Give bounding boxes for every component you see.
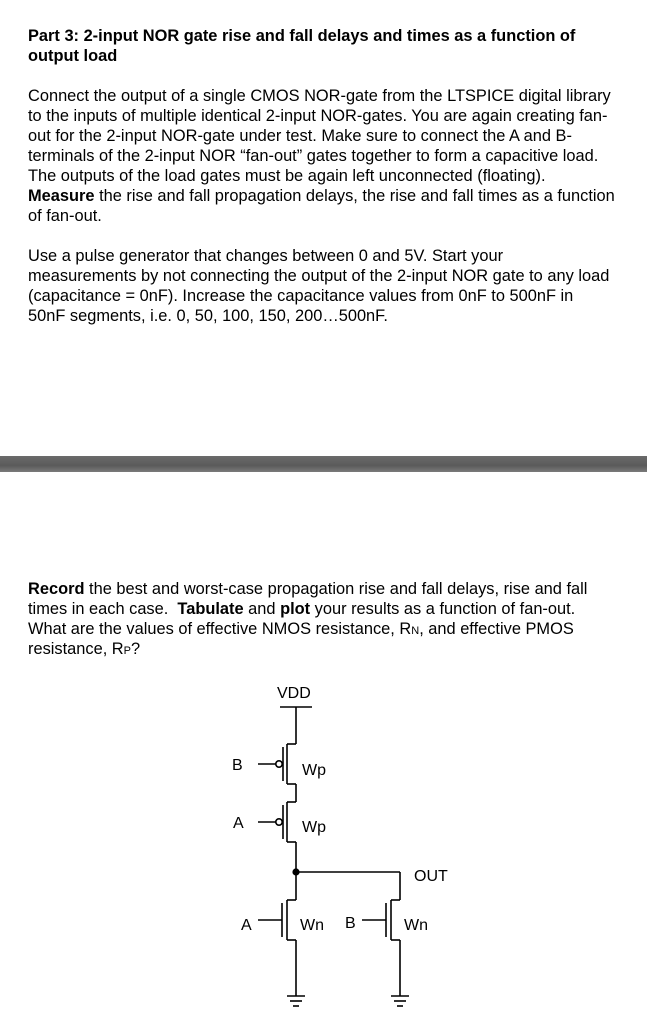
nmos-right-transistor xyxy=(362,900,400,940)
record-line-3-rest: , and effective PMOS xyxy=(419,620,574,638)
output-junction-dot xyxy=(292,868,299,875)
nmos-right-size-label: Wn xyxy=(404,917,428,934)
para1-line-4: terminals of the 2-input NOR “fan-out” gates together to form a capacitive load. xyxy=(28,147,599,165)
rn-subscript: N xyxy=(411,625,420,637)
record-line-4-rest: ? xyxy=(131,640,141,658)
record-line-4-pre: resistance, R xyxy=(28,640,124,658)
record-keyword: Record xyxy=(28,580,85,598)
pmos-top-gate-label: B xyxy=(232,757,243,774)
pmos-top-size-label: Wp xyxy=(302,762,326,779)
nmos-left-transistor xyxy=(258,900,296,940)
pmos-top-transistor xyxy=(258,744,296,784)
para2-line-1: Use a pulse generator that changes between 0 and 5V. Start your xyxy=(28,247,504,265)
para2-line-4: 50nF segments, i.e. 0, 50, 100, 150, 200…500nF. xyxy=(28,307,388,325)
record-line-2-mid: and xyxy=(243,600,281,618)
para1-line-2: to the inputs of multiple identical 2-input NOR-gates. You are again creating fan- xyxy=(28,107,608,125)
pmos-bottom-gate-label: A xyxy=(233,815,244,832)
tabulate-keyword: Tabulate xyxy=(177,600,244,618)
para1-line-3: out for the 2-input NOR-gate under test. Make sure to connect the A and B- xyxy=(28,127,572,145)
ground-icon xyxy=(287,996,305,1006)
record-line-1-text: the best and worst-case propagation rise and fall delays, rise and fall xyxy=(84,580,588,598)
para1-line-1: Connect the output of a single CMOS NOR-gate from the LTSPICE digital library xyxy=(28,87,611,105)
pmos-bottom-size-label: Wp xyxy=(302,819,326,836)
plot-keyword: plot xyxy=(280,600,311,618)
para2-line-2: measurements by not connecting the output of the 2-input NOR gate to any load xyxy=(28,267,610,285)
ground-icon xyxy=(391,996,409,1006)
vdd-label: VDD xyxy=(277,685,311,702)
measure-keyword: Measure xyxy=(28,187,95,205)
rp-subscript: P xyxy=(123,645,131,657)
nmos-left-size-label: Wn xyxy=(300,917,324,934)
record-line-2-rest: your results as a function of fan-out. xyxy=(310,600,576,618)
nmos-left-gate-label: A xyxy=(241,917,252,934)
part3-title-line-2: output load xyxy=(28,47,118,65)
para1-line-7: of fan-out. xyxy=(28,207,102,225)
measure-text: the rise and fall propagation delays, the rise and fall times as a function xyxy=(94,187,615,205)
para2-line-3: (capacitance = 0nF). Increase the capacitance values from 0nF to 500nF in xyxy=(28,287,574,305)
out-label: OUT xyxy=(414,868,448,885)
nmos-right-gate-label: B xyxy=(345,915,356,932)
para1-line-5: The outputs of the load gates must be again left unconnected (floating). xyxy=(28,167,546,185)
pmos-bottom-transistor xyxy=(258,802,296,842)
record-line-2-pre: times in each case. xyxy=(28,600,178,618)
record-line-3-pre: What are the values of effective NMOS resistance, R xyxy=(28,620,412,638)
part3-title-line-1: Part 3: 2-input NOR gate rise and fall delays and times as a function of xyxy=(28,27,576,45)
